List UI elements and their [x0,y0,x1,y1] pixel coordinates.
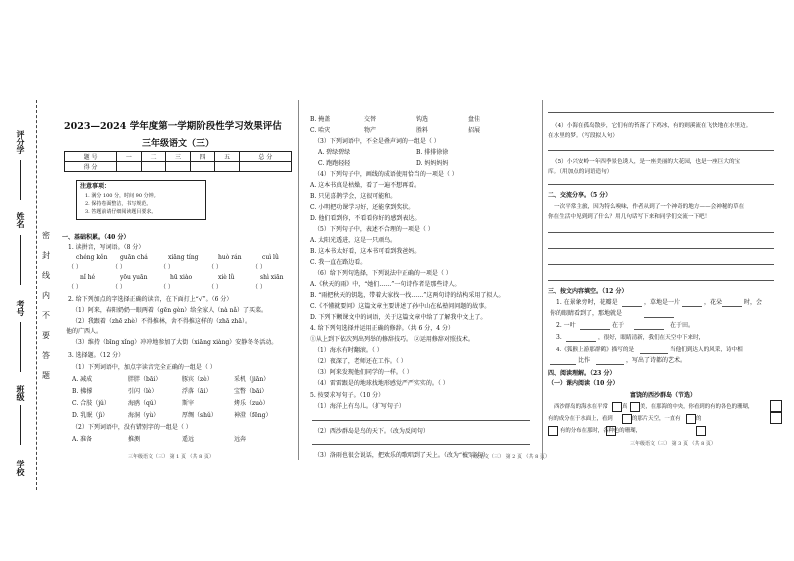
column-3: （4）小海在孤岛散步，它们有的苔落了下鸡冰，有的则溪流在飞快地在水里边。 在水里的梦。（写段拟人句） （5）小兴安岭一年四季景色诱人，是一座美丽的大花园，也是一座巨大的宝 库。（用加点的词语造句） 二、交流分享。（5 分） 一次平常主旅，因为特么嗅味，作者从到了一个神奇的地方——会神秘的草在 你在生活中见到到了什么？用几句话写下来和同学们交流一下吧！ 三、按文内容填空。（12 分） 1. 在景象旁时，花瓣是 ，草地是一片 ，花朵 时，会 你的眼睛看到了，那地就是 2. 一叶 在于 在于田。 3. ，很好，眼睛清新，我们在天空中下来时， 4.《狐猴上游那群鹤》描写的是 当他们到达人的风采，诗中相 比作 ，写出了诗都的艺术。 四、阅读理解。（23 分） （一）课内阅读（10 分） 富饶的西沙群岛（节选） 西沙群岛的海水在平常 真 美，在那海的中央，你看到的有的各色的珊瑚， 有的成分在于水面上，看到 的那片天空，一直有 的 有的分布在那时，各种色的珊瑚， 三年级语文（三） 第 3 页 （共 8 页） [546,0,782,561]
notice-box: 注意事项： 1. 满分 100 分，时间 90 分钟。 2. 保持卷面整洁，书写规范。 3. 答题前请仔细阅读题目要求。 [76,180,206,220]
fill-blank[interactable] [596,364,624,365]
score-cell[interactable] [117,162,142,172]
fill-blank[interactable] [722,306,742,307]
answer-line[interactable] [548,150,774,151]
fill-blank[interactable] [682,306,702,307]
answer-line[interactable] [548,112,774,113]
answer-box[interactable] [612,402,622,412]
score-cell[interactable] [141,162,166,172]
seal-char: 答 [42,351,50,360]
answer-paren[interactable]: （ ） [160,284,174,291]
section-heading: 二、交流分享。（5 分） [548,192,612,199]
section-heading: 四、阅读理解。（23 分） [548,370,616,377]
answer-paren[interactable]: （ ） [208,284,222,291]
answer-box[interactable] [606,426,616,436]
label-name: 姓名 [16,212,26,228]
fill-blank[interactable] [644,317,674,318]
score-cell[interactable] [215,162,240,172]
answer-line[interactable] [548,232,774,233]
question: 4. 给下列句选择并运用正确的修辞。（共 6 分，4 分） [310,325,454,332]
answer-line[interactable] [548,248,774,249]
fill-blank[interactable] [634,329,664,330]
answer-paren[interactable]: （ ） [68,284,82,291]
answer-box[interactable] [770,400,782,412]
column-divider [542,100,543,460]
answer-line[interactable] [548,280,774,281]
answer-paren[interactable]: （ ） [252,264,266,271]
score-cell[interactable] [166,162,191,172]
exam-title: 2023—2024 学年度第一学期阶段性学习效果评估 [64,121,282,132]
seal-line [36,100,37,490]
seal-char: 线 [42,271,50,280]
answer-paren[interactable]: （ ） [68,264,82,271]
fill-blank[interactable] [622,306,642,307]
section-heading: （一）课内阅读（10 分） [548,380,619,387]
section-heading: 一、基础积累。（40 分） [62,234,130,241]
answer-box[interactable] [548,426,558,436]
answer-paren[interactable]: （ ） [160,264,174,271]
answer-paren[interactable]: （ ） [112,264,126,271]
fill-blank[interactable] [566,341,596,342]
fill-blank[interactable] [550,364,576,365]
fill-blank[interactable] [640,353,668,354]
answer-box[interactable] [630,402,640,412]
reading-title: 富饶的西沙群岛（节选） [630,392,697,399]
column-1: 2023—2024 学年度第一学期阶段性学习效果评估 三年级语文（三） 题 号 一 二 三 四 五 总 分 得 分 注意事项： 1. 满分 100 分，时间 90 分钟。 2. 保持卷面整洁，书写规范。 3. 答题前请仔细阅读题目要求。 一、基础积累。（40 分） 1. 读拼音，写词语。（8 分） chéng kěn guān chá xiāng tíng huò rán cuì lǜ （ ） （ ） （ ） （ ） （ ） nǐ hé yōu yuān hū xiào xiè lǜ shì xiān （ ） （ ） （ ） （ ） （ ） 2. 给下列加点的字选择正确的读音，在下面打上“√”。（6 分） （1）阿来，春阳奶奶一眼两着（gēn gèn）给全家人（nà nǎ）了买菜。 （2）我跟着（zhē zhè）不得推林，舍不得推这样的（zhā zhā）。 他的广西人。 （3）维持（bīng xǐng）冲冲地参加了大街（xiāng xiàng）安静冬冬活动。 3. 选择题。（12 分） （1）下列词语中，加点字读音完全正确的一组是（ ） A. 减成 胖胖（bāi） 豚宾（zè） 采机（jiān） B. 拂撑 引闪（lè） 浮落（āi） 宝瞥（bāi） C. 合肢（jǔ） 海鸥（qǔ） 斯宰 烤乐（zuò） D. 乳眠（jì） 海洞（yù） 厚绸（shǔ） 神澄（fēng） （2）下列词语中，没有错别字的一组是（ ） A. 准备 推测 遥远 远奔 三年级语文（三） 第 1 页 （共 8 页） [62,0,294,561]
column-2: B. 掩盖 交替 钩选 盘佳 C. 哈灾 物产 胜料 招展 （3）下列词语中，不全是叠声词的一组是（ ） A. 碧绿碧绿 B. 排排徐徐 C. 跑跑轻轻 D. 妈妈妈妈 （4）下列句子中，画线的成语使用恰当的一项是（ ） A. 这本书真是枯燥，看了一遍不想再看。 B. 只见喜鹊学会，这很可能和。 C. 小明把功课学习好，还能拿到奖状。 D. 他们看到你，不看看你好的感到表达。 （5）下列句子中，表述不合理的一项是（ ） A. 太阳光透进，这是一只顽鸟。 B. 这本书太好看，这本书可看到我爸妈。 C. 我一直在路边看。 （6）给下列句选择，下列说法中正确的一项是（ ） A.《秋天的雨》中，“她们……”一句诗作者是那些诗人。 B. “雨把秋天的钥匙，带着大家找一找……”这两句诗的结构采用了拟人。 C.《不懂就要问》这篇文章主要讲述了孙中山在私塾问问题的故事。 D. 下列下颗课文中的词语，关于这篇文章中给了了解我中文上了。 4. 给下列句选择并运用正确的修辞。（共 6 分，4 分） ①从上到下依次列出列举的修辞技巧。 ②运用修辞对照技术。 （1）海水有时翻滚。（ ） （2）夜深了，老师还在工作。（ ） （3）阿来发现他们同学的一样。（ ） （4）雷雷跟是的地球找地形感觉严严实实的。（ ） 5. 按要求写句子。（10 分） （1）海洋上有鸟儿。（扩写句子） （2）西沙群岛是鸟的天下。（改为反问句） （3）洛雨也很会说话，把欢乐的歌唱到了天上。（改为“被”字句） 三年级语文（三） 第 2 页 （共 8 页） [310,116,550,460]
answer-box[interactable] [622,414,632,424]
exam-subtitle: 三年级语文（三） [142,139,215,149]
answer-line[interactable] [312,444,530,445]
fill-blank[interactable] [580,329,610,330]
answer-box[interactable] [696,426,706,436]
answer-line[interactable] [548,184,774,185]
question: 3. 选择题。（12 分） [68,352,125,359]
question: 1. 读拼音，写词语。（8 分） [68,244,145,251]
label-school: 学校 [16,460,26,476]
seal-char: 封 [42,251,50,260]
answer-paren[interactable]: （ ） [252,284,266,291]
answer-line[interactable] [312,420,530,421]
seal-char: 内 [42,291,50,300]
answer-line[interactable] [548,264,774,265]
column-divider [298,100,299,460]
score-cell[interactable] [239,162,291,172]
label-score: 评分学 [16,130,26,154]
page-footer: 三年级语文（三） 第 1 页 （共 8 页） [128,454,214,460]
question: 2. 给下列加点的字选择正确的读音，在下面打上“√”。（6 分） [68,296,233,303]
section-heading: 三、按文内容填空。（12 分） [548,288,628,295]
label-class: 班级 [16,385,26,401]
binding-strip [6,100,58,490]
seal-char: 题 [42,371,50,380]
answer-paren[interactable]: （ ） [208,264,222,271]
page-footer: 三年级语文（三） 第 3 页 （共 8 页） [630,441,716,447]
seal-char: 要 [42,331,50,340]
label-exam-no: 考号 [16,300,26,316]
answer-paren[interactable]: （ ） [112,284,126,291]
answer-box[interactable] [770,412,782,424]
score-table: 题 号 一 二 三 四 五 总 分 得 分 [64,151,292,172]
seal-char: 不 [42,311,50,320]
score-cell[interactable] [190,162,215,172]
question: 5. 按要求写句子。（10 分） [310,392,385,399]
seal-char: 密 [42,231,50,240]
page-footer: 三年级语文（三） 第 2 页 （共 8 页） [464,454,550,460]
answer-box[interactable] [686,414,696,424]
